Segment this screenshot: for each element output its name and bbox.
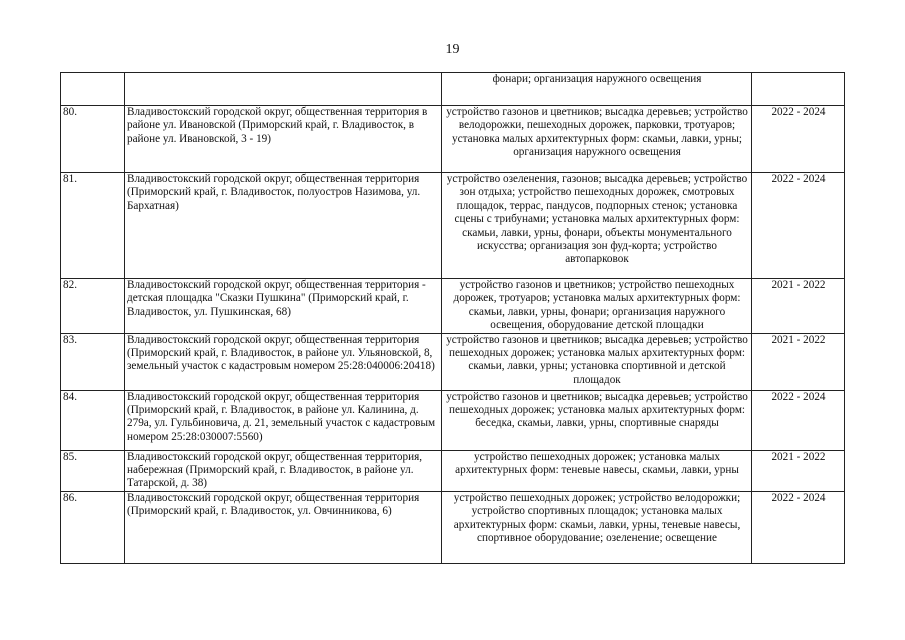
page-number: 19	[445, 42, 460, 57]
row-number-cell: 81.	[61, 173, 125, 279]
territory-cell	[125, 73, 442, 106]
territory-cell: Владивостокский городской округ, общественная территория в районе ул. Ивановской (Приморский край, г. Владивосток, в районе ул. Ивановской, 3 - 19)	[125, 106, 442, 173]
years-cell: 2021 - 2022	[752, 450, 845, 491]
works-cell: устройство пешеходных дорожек; устройство велодорожки; устройство спортивных площадок; установка малых архитектурных форм: скамьи, лавки, урны, теневые навесы, спортивное оборудование; озеленение; освещение	[442, 491, 752, 563]
table-row	[61, 390, 845, 450]
years-cell: 2022 - 2024	[752, 390, 845, 450]
row-number-cell: 84.	[61, 390, 125, 450]
table-row	[61, 173, 845, 279]
works-cell: устройство озеленения, газонов; высадка деревьев; устройство зон отдыха; устройство пешеходных дорожек, смотровых площадок, террас, пандусов, подпорных стенок; установка сцены с трибунами; установка малых архитектурных форм: скамьи, лавки, урны, фонари, объекты монументального искусства; организация зон фуд-корта; устройство автопарковок	[442, 173, 752, 279]
works-cell: устройство пешеходных дорожек; установка малых архитектурных форм: теневые навесы, скамьи, лавки, урны	[442, 450, 752, 491]
works-cell: устройство газонов и цветников; высадка деревьев; устройство пешеходных дорожек; установка малых архитектурных форм: скамьи, лавки, урны; установка спортивной и детской площадок	[442, 333, 752, 390]
territory-cell: Владивостокский городской округ, общественная территория - детская площадка "Сказки Пушкина" (Приморский край, г. Владивосток, ул. Пушкинская, 68)	[125, 279, 442, 334]
territories-table	[60, 72, 845, 564]
years-cell: 2022 - 2024	[752, 173, 845, 279]
table-row-continuation	[61, 73, 845, 106]
row-number-cell: 85.	[61, 450, 125, 491]
table-row	[61, 106, 845, 173]
territory-cell: Владивостокский городской округ, общественная территория, набережная (Приморский край, г. Владивосток, в районе ул. Татарской, д. 38)	[125, 450, 442, 491]
territory-cell: Владивостокский городской округ, общественная территория (Приморский край, г. Владивосток, полуостров Назимова, ул. Бархатная)	[125, 173, 442, 279]
table-row	[61, 333, 845, 390]
works-cell: устройство газонов и цветников; высадка деревьев; устройство пешеходных дорожек; установка малых архитектурных форм: беседка, скамьи, лавки, урны, спортивные снаряды	[442, 390, 752, 450]
territory-cell: Владивостокский городской округ, общественная территория (Приморский край, г. Владивосток, в районе ул. Калинина, д. 279а, ул. Гульбиновича, д. 21, земельный участок с кадастровым номером 25:28:030007:5560)	[125, 390, 442, 450]
years-cell: 2022 - 2024	[752, 106, 845, 173]
table-row	[61, 450, 845, 491]
works-cell: фонари; организация наружного освещения	[442, 73, 752, 106]
row-number-cell: 86.	[61, 491, 125, 563]
row-number-cell: 82.	[61, 279, 125, 334]
years-cell	[752, 73, 845, 106]
row-number-cell: 83.	[61, 333, 125, 390]
works-cell: устройство газонов и цветников; устройство пешеходных дорожек, тротуаров; установка малых архитектурных форм: скамьи, лавки, урны, фонари; организация наружного освещения, оборудование детской площадки	[442, 279, 752, 334]
territory-cell: Владивостокский городской округ, общественная территория (Приморский край, г. Владивосток, ул. Овчинникова, 6)	[125, 491, 442, 563]
years-cell: 2021 - 2022	[752, 333, 845, 390]
table-row	[61, 491, 845, 563]
years-cell: 2022 - 2024	[752, 491, 845, 563]
years-cell: 2021 - 2022	[752, 279, 845, 334]
row-number-cell	[61, 73, 125, 106]
table-row	[61, 279, 845, 334]
territory-cell: Владивостокский городской округ, общественная территория (Приморский край, г. Владивосток, в районе ул. Ульяновской, 8, земельный участок с кадастровым номером 25:28:040006:20418)	[125, 333, 442, 390]
works-cell: устройство газонов и цветников; высадка деревьев; устройство велодорожки, пешеходных дорожек, парковки, тротуаров; установка малых архитектурных форм: скамьи, лавки, урны; организация наружного освещения	[442, 106, 752, 173]
row-number-cell: 80.	[61, 106, 125, 173]
